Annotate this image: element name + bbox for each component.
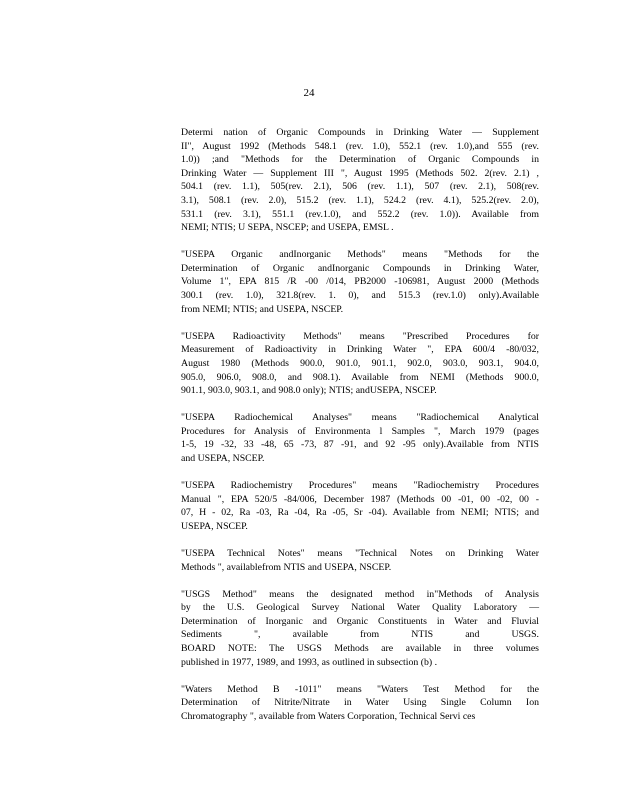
text-line: Methods ", availablefrom NTIS and USEPA, NSCEP. (181, 561, 392, 573)
definition-paragraph (181, 547, 539, 574)
text-line: by the U.S. Geological Survey National Water Quality Laboratory — (181, 602, 539, 614)
text-line: BOARD NOTE: The USGS Methods are available in three volumes (181, 643, 539, 654)
text-line: "USEPA Radiochemistry Procedures" means "Radiochemistry Procedures (181, 480, 539, 492)
text-line: "USEPA Organic andInorganic Methods" means "Methods for the (181, 249, 539, 261)
definition-paragraph (181, 126, 539, 235)
text-line: Drinking Water — Supplement III ", August 1995 (Methods 502. 2(rev. 2.1) , (181, 167, 539, 179)
text-line: 504.1 (rev. 1.1), 505(rev. 2.1), 506 (rev. 1.1), 507 (rev. 2.1), 508(rev. (181, 181, 539, 193)
page-number: 24 (303, 87, 315, 99)
text-line: August 1980 (Methods 900.0, 901.0, 901.1, 902.0, 903.0, 903.1, 904.0, (181, 357, 539, 369)
text-line: Volume 1", EPA 815 /R -00 /014, PB2000 -106981, August 2000 (Methods (181, 276, 539, 288)
text-line: Manual ", EPA 520/5 -84/006, December 1987 (Methods 00 -01, 00 -02, 00 - (181, 493, 539, 505)
text-line: 3.1), 508.1 (rev. 2.0), 515.2 (rev. 1.1), 524.2 (rev. 4.1), 525.2(rev. 2.0), (181, 194, 539, 206)
text-line: "USEPA Radiochemical Analyses" means "Radiochemical Analytical (181, 412, 539, 424)
text-line: "USEPA Radioactivity Methods" means "Prescribed Procedures for (181, 330, 539, 342)
definition-paragraph (181, 588, 539, 670)
text-line: 531.1 (rev. 3.1), 551.1 (rev.1.0), and 552.2 (rev. 1.0)). Available from (181, 208, 539, 220)
text-line: Sediments ", available from NTIS and USGS. (181, 629, 539, 641)
text-line: "USGS Method" means the designated method in"Methods of Analysis (181, 588, 539, 600)
text-line: and USEPA, NSCEP. (181, 452, 265, 464)
text-line: Determination of Nitrite/Nitrate in Water Using Single Column Ion (181, 697, 539, 709)
text-line: 901.1, 903.0, 903.1, and 908.0 only); NTIS; andUSEPA, NSCEP. (181, 385, 437, 397)
definition-paragraph (181, 248, 539, 316)
definition-paragraph (181, 411, 539, 465)
text-line: II", August 1992 (Methods 548.1 (rev. 1.0), 552.1 (rev. 1.0),and 555 (rev. (181, 140, 539, 152)
definition-paragraph (181, 330, 539, 398)
text-line: NEMI; NTIS; U SEPA, NSCEP; and USEPA, EMSL . (181, 222, 394, 234)
definition-paragraph (181, 683, 539, 724)
text-line: Determi nation of Organic Compounds in Drinking Water — Supplement (181, 127, 539, 138)
text-line: 07, H - 02, Ra -03, Ra -04, Ra -05, Sr -04). Available from NEMI; NTIS; and (181, 507, 539, 519)
text-line: Determination of Organic andInorganic Compounds in Drinking Water, (181, 262, 539, 274)
text-line: 1-5, 19 -32, 33 -48, 65 -73, 87 -91, and 92 -95 only).Available from NTIS (181, 439, 539, 451)
text-line: 1.0)) ;and "Methods for the Determination of Organic Compounds in (181, 154, 539, 166)
text-line: published in 1977, 1989, and 1993, as outlined in subsection (b) . (181, 656, 438, 668)
text-line: 905.0, 906.0, 908.0, and 908.1). Available from NEMI (Methods 900.0, (181, 371, 539, 383)
text-line: "Waters Method B -1011" means "Waters Test Method for the (181, 683, 539, 695)
text-line: 300.1 (rev. 1.0), 321.8(rev. 1. 0), and 515.3 (rev.1.0) only).Available (181, 290, 539, 302)
text-line: USEPA, NSCEP. (181, 520, 248, 532)
text-line: "USEPA Technical Notes" means "Technical Notes on Drinking Water (181, 547, 539, 559)
text-line: Chromatography ", available from Waters Corporation, Technical Servi ces (181, 710, 476, 722)
text-line: Procedures for Analysis of Environmenta l Samples ", March 1979 (pages (181, 425, 539, 437)
text-line: from NEMI; NTIS; and USEPA, NSCEP. (181, 303, 344, 315)
document-body (181, 126, 539, 737)
text-line: Determination of Inorganic and Organic Constituents in Water and Fluvial (181, 615, 539, 627)
text-line: Measurement of Radioactivity in Drinking Water ", EPA 600/4 -80/032, (181, 344, 539, 356)
definition-paragraph (181, 479, 539, 533)
